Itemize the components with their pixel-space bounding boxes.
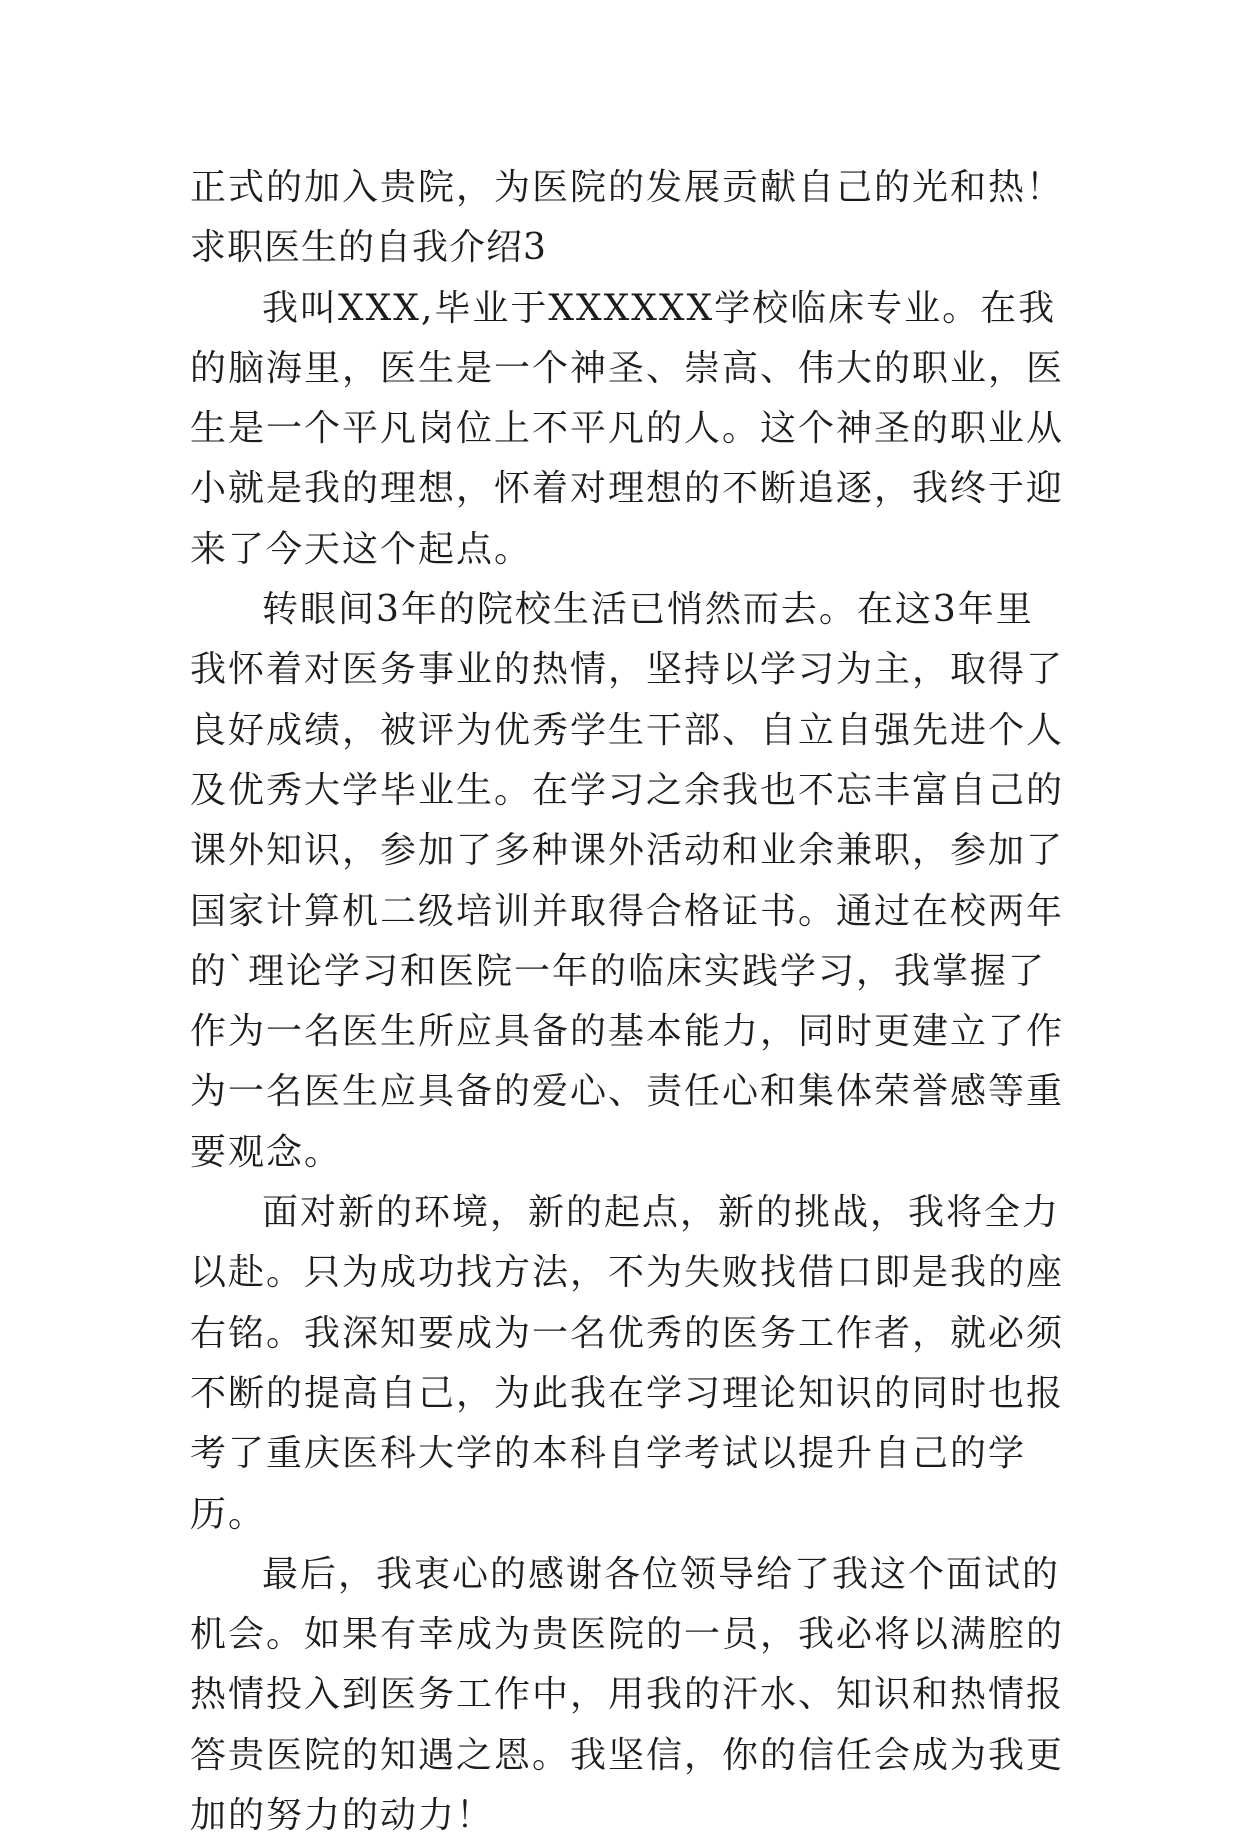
section-title: 求职医生的自我介绍3 [190,227,547,269]
continuation-text: 正式的加入贵院，为医院的发展贡献自己的光和热！ [190,167,1065,208]
document-body [190,158,1070,1846]
paragraph-education: 转眼间3年的院校生活已悄然而去。在这3年里我怀着对医务事业的热情，坚持以学习为主，取得了良好成绩，被评为优秀学生干部、自立自强先进个人及优秀大学毕业生。在学习之余我也不忘丰富自己的课外知识，参加了多种课外活动和业余兼职，参加了国家计算机二级培训并取得合格证书。通过在校两年的`理论学习和医院一年的临床实践学习，我掌握了作为一名医生所应具备的基本能力，同时更建立了作为一名医生应具备的爱心、责任心和集体荣誉感等重要观念。 [190,589,1065,1173]
paragraph-goals: 面对新的环境，新的起点，新的挑战，我将全力以赴。只为成功找方法，不为失败找借口即是我的座右铭。我深知要成为一名优秀的医务工作者，就必须不断的提高自己，为此我在学习理论知识的同时也报考了重庆医科大学的本科自学考试以提升自己的学历。 [190,1192,1065,1535]
paragraph-closing: 最后，我衷心的感谢各位领导给了我这个面试的机会。如果有幸成为贵医院的一员，我必将以满腔的热情投入到医务工作中，用我的汗水、知识和热情报答贵医院的知遇之恩。我坚信，你的信任会成为我更加的努力的动力！ [190,1553,1065,1837]
paragraph-intro: 我叫XXX,毕业于XXXXXX学校临床专业。在我的脑海里，医生是一个神圣、崇高、伟大的职业，医生是一个平凡岗位上不平凡的人。这个神圣的职业从小就是我的理想，怀着对理想的不断追逐，我终于迎来了今天这个起点。 [190,287,1065,570]
